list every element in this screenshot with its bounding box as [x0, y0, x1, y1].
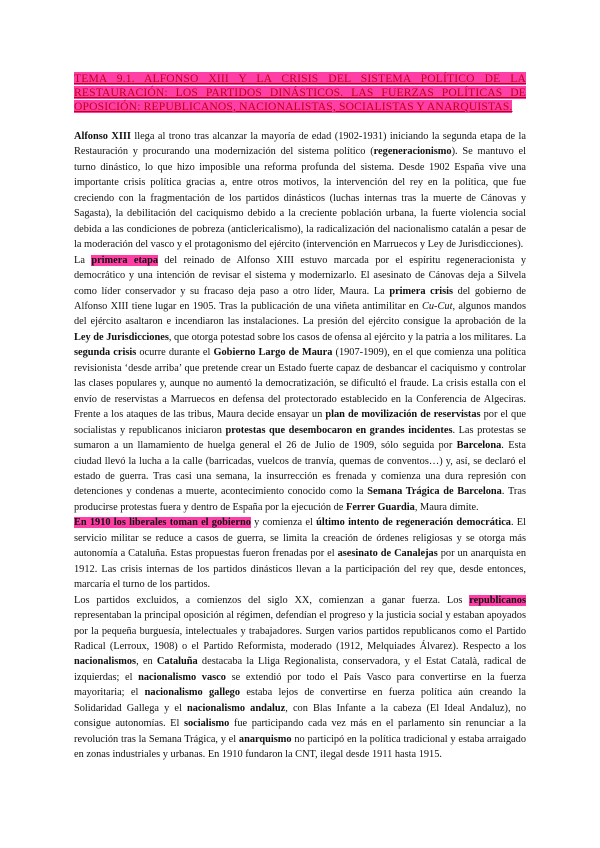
text-run: , Maura dimite.	[414, 501, 479, 513]
bold-term: regeneracionismo	[373, 146, 452, 158]
paragraph	[74, 593, 526, 763]
bold-term: protestas que desembocaron en grandes incidentes	[225, 424, 453, 436]
bold-term: Ferrer Guardia	[346, 501, 415, 513]
text-run: y comienza el	[250, 517, 317, 529]
bold-term: primera crisis	[389, 285, 454, 297]
bold-term: Barcelona	[456, 440, 502, 452]
text-run: por un anarquista en 1912. Las crisis internas de los partidos dinásticos llevan a la participación del rey que, desde entonces, marcaría el turno de los partidos.	[74, 548, 527, 591]
bold-term: nacionalismo vasco	[138, 671, 226, 683]
text-run: del reinado de Alfonso XIII estuvo marcada por el espíritu regeneracionista y democrático y una intención de revisar el sistema y modernizarlo. El asesinato de Cánovas deja a Silvela como líder conservador y su fracaso deja paso a otro líder, Maura. La	[74, 254, 527, 297]
paragraph	[74, 253, 526, 516]
bold-term: Semana Trágica de Barcelona	[367, 486, 502, 498]
bold-term: Cataluña	[156, 656, 198, 668]
bold-term: Ley de Jurisdicciones	[74, 331, 169, 343]
bold-term: plan de movilización de reservistas	[325, 409, 481, 421]
bold-term: anarquismo	[238, 733, 292, 745]
italic-term: Cu-Cut	[421, 300, 453, 312]
bold-term: En 1910 los liberales toman el gobierno	[74, 517, 251, 529]
text-run: . Las protestas se sumaron a un llamamiento de huelga general el 26 de Julio de 1909, sólo seguida por	[74, 424, 526, 452]
text-run: ). Se mantuvo el turno dinástico, lo que hizo imposible una reforma profunda del sistema. Desde 1902 España vive una importante crisis política gracias a, entre otros motivos, la intervención del rey en la política, que fue creciendo con la fragmentación de los partidos dinásticos (luchas internas tras la muerte de Cánovas y Sagasta), la debilitación del caciquismo debido a la creciente población urbana, la fuerte violencia social debida a las condiciones de pobreza (anticlericalismo), la radicalización del nacionalismo catalán a pesar de la moderación del vasco y el protagonismo del ejército (intervención en Marruecos y Ley de Jurisdicciones).	[74, 146, 526, 251]
text-run: se extendió por todo el País Vasco para convertirse en la fuerza mayoritaria; el	[74, 671, 527, 699]
bold-term: Alfonso XIII	[74, 131, 131, 142]
text-run: . Esta ciudad llevó la lucha a la calle (barricadas, vuelcos de tranvía, quemas de conventos…) y, así, se declaró el estado de guerra. Tras casi una semana, la insurrección es frenada y comienza una dura represión con detenciones y condenas a muerte, acontecimiento conocido como la	[74, 440, 527, 498]
bold-term: socialismo	[183, 718, 230, 730]
text-run: no participó en la política tradicional y estaba arraigado en zonas industriales y urbanas. En 1910 fundaron la CNT, ilegal desde 1911 hasta 1915.	[74, 733, 526, 761]
bold-term: primera etapa	[91, 254, 159, 266]
document-body	[74, 129, 526, 763]
text-run: fue participando cada vez más en el parlamento sin renunciar a la revolución tras la Semana Trágica, y el	[74, 718, 526, 745]
bold-term: Gobierno Largo de Maura	[213, 347, 333, 359]
bold-term: segunda crisis	[74, 347, 137, 359]
text-run: estaba lejos de convertirse en fuerza política aún creando la Solidaridad Gallega y el	[74, 687, 526, 714]
paragraph	[74, 515, 526, 592]
document-title	[74, 72, 526, 114]
bold-term: nacionalismo andaluz	[186, 702, 286, 714]
text-run: . El servicio militar se reduce a casos de guerra, se limita la creación de órdenes religiosas y se otorga más autonomía a Cataluña. Estas propuestas fueron frenadas por el	[74, 517, 526, 560]
text-run: La	[74, 254, 92, 266]
text-run: ocurre durante el	[136, 347, 214, 359]
text-run: por el que socialistas y republicanos iniciaron	[74, 409, 526, 436]
text-run: llega al trono tras alcanzar la mayoría de edad (1902-1931) iniciando la segunda etapa de la Restauración y procurando una modernización del sistema político (	[74, 131, 527, 158]
bold-term: nacionalismos	[74, 656, 137, 668]
text-run: (1907-1909), en el que comienza una política revisionista ‘desde arriba’ que pretende crear un Estado fuerte capaz de desbancar el caciquismo y controlar las clases populares y, aunque no aumentó la democratización, se dificultó el fraude. La crisis estalla con el envío de reservistas a Marruecos en defensa del protectorado establecido en la Conferencia de Algeciras. Frente a los ataques de las tribus, Maura decide ensayar un	[74, 347, 526, 421]
bold-term: nacionalismo gallego	[144, 687, 241, 699]
paragraph	[74, 129, 526, 253]
text-run: Los partidos excluidos, a comienzos del siglo XX, comienzan a ganar fuerza. Los	[74, 594, 470, 606]
text-run: , algunos mandos del ejército asaltaron e incendiaron las instalaciones. La presión del ejército consigue la aprobación de la	[74, 300, 526, 328]
bold-term: republicanos	[469, 594, 526, 606]
bold-term: último intento de regeneración democrática	[316, 517, 511, 529]
bold-term: asesinato de Canalejas	[337, 548, 438, 560]
text-run: , en	[136, 656, 157, 668]
text-run: del gobierno de Alfonso XIII tiene lugar en 1905. Tras la publicación de una viñeta antimilitar en	[74, 285, 526, 312]
text-run: destacaba la Lliga Regionalista, conservadora, y el Estat Català, radical de izquierdas; el	[74, 656, 526, 683]
text-run: . Tras producirse protestas fuera y dentro de España por la ejecución de	[74, 486, 526, 513]
text-run: , con Blas Infante a la cabeza (El Ideal Andaluz), no consigue autonomías. El	[74, 702, 526, 730]
document-title-text: TEMA 9.1. ALFONSO XIII Y LA CRISIS DEL SISTEMA POLÍTICO DE LA RESTAURACIÓN: LOS PARTIDOS DINÁSTICOS. LAS FUERZAS POLÍTICAS DE OPOSICIÓN: REPUBLICANOS, NACIONALISTAS, SOCIALISTAS Y ANARQUISTAS.	[74, 72, 526, 113]
text-run: , que otorga potestad sobre los casos de ofensa al ejército y la patria a los militares. La	[168, 331, 526, 343]
text-run: representaban la principal oposición al régimen, defendían el progreso y la justicia social y estaban apoyados por la pequeña burguesía, intelectuales y trabajadores. Surgen varios partidos republicanos como el Partido Radical (Lerroux, 1908) o el Partido Reformista, moderado (1912, Melquiades Álvarez). Respecto a los	[74, 610, 526, 652]
